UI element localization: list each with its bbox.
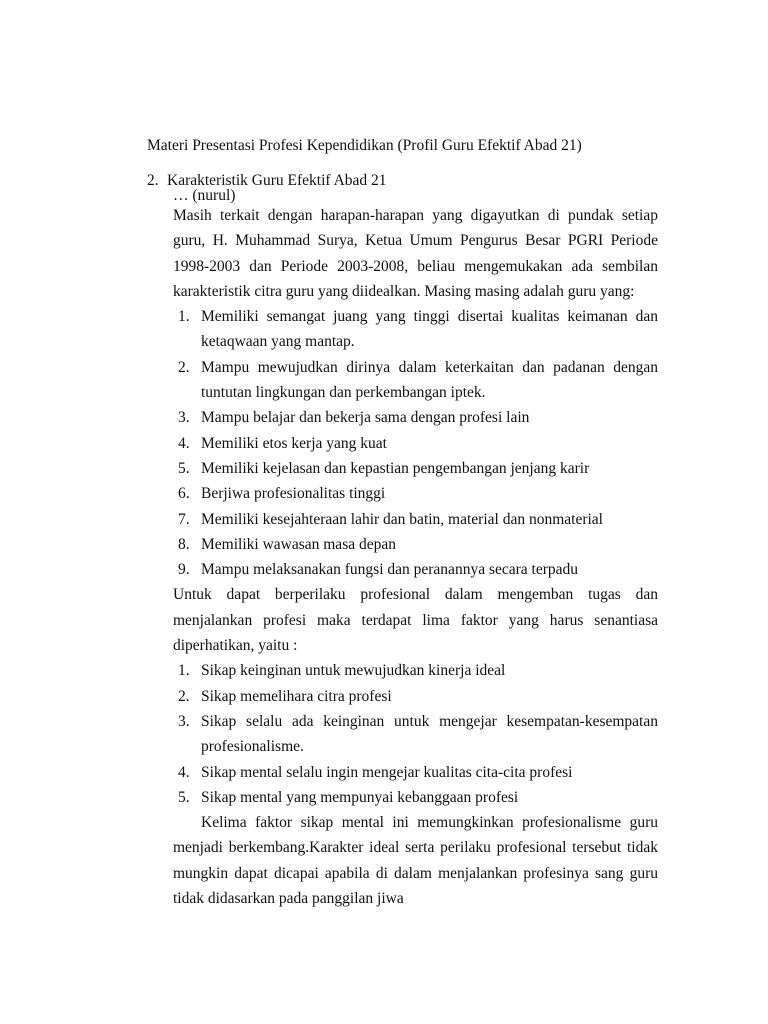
list-item-text: Memiliki wawasan masa depan: [201, 535, 396, 553]
list-item-text: Mampu belajar dan bekerja sama dengan profesi lain: [201, 409, 530, 427]
list-item-text: Sikap selalu ada keinginan untuk mengejar kesempatan-kesempatan profesionalisme.: [201, 712, 658, 756]
list-item-number: 2.: [178, 687, 190, 705]
list-item: [173, 532, 658, 557]
list-item-number: 8.: [178, 535, 190, 553]
list-item: [173, 304, 658, 355]
intro-paragraph: Masih terkait dengan harapan-harapan yang digayutkan di pundak setiap guru, H. Muhammad Surya, Ketua Umum Pengurus Besar PGRI Periode 1998-2003 dan Periode 2003-2008, beliau mengemukakan ada sembilan karakteristik citra guru yang diidealkan. Masing masing adalah guru yang:: [173, 207, 658, 300]
section-number: 2.: [147, 172, 159, 189]
list-item: [173, 507, 658, 532]
document-title: Materi Presentasi Profesi Kependidikan (Profil Guru Efektif Abad 21): [147, 137, 582, 154]
list-item: [173, 658, 658, 683]
list-item-number: 1.: [178, 308, 190, 326]
list-item: [173, 760, 658, 785]
list-item-number: 4.: [178, 763, 190, 781]
list-item-number: 7.: [178, 510, 190, 528]
list-item-text: Sikap memelihara citra profesi: [201, 687, 392, 705]
list-item-number: 3.: [178, 712, 190, 730]
characteristics-list: [173, 304, 658, 582]
list-item-text: Sikap keinginan untuk mewujudkan kinerja ideal: [201, 662, 506, 680]
list-item-text: Memiliki kesejahteraan lahir dan batin, material dan nonmaterial: [201, 510, 603, 528]
list-item-text: Memiliki kejelasan dan kepastian pengembangan jenjang karir: [201, 459, 590, 477]
list-item: [173, 684, 658, 709]
list-item-number: 1.: [178, 662, 190, 680]
body-text: [173, 203, 658, 911]
list-item-text: Memiliki semangat juang yang tinggi disertai kualitas keimanan dan ketaqwaan yang mantap.: [201, 308, 658, 351]
list-item: [173, 557, 658, 582]
list-item-text: Mampu melaksanakan fungsi dan peranannya secara terpadu: [201, 561, 579, 579]
list-item-number: 5.: [178, 788, 190, 806]
list-item-text: Sikap mental yang mempunyai kebanggaan profesi: [201, 788, 519, 806]
list-item-number: 4.: [178, 434, 190, 452]
list-item-text: Berjiwa profesionalitas tinggi: [201, 485, 386, 503]
list-item-number: 3.: [178, 409, 190, 427]
list-item-number: 2.: [178, 358, 190, 376]
section-title: Karakteristik Guru Efektif Abad 21: [167, 172, 387, 189]
factors-list: [173, 658, 658, 810]
factors-intro-paragraph: Untuk dapat berperilaku profesional dalam mengemban tugas dan menjalankan profesi maka terdapat lima faktor yang harus senantiasa diperhatikan, yaitu :: [173, 586, 658, 655]
list-item-number: 9.: [178, 561, 190, 579]
list-item: [173, 481, 658, 506]
author-note: … (nurul): [173, 187, 236, 204]
closing-paragraph: Kelima faktor sikap mental ini memungkinkan profesionalisme guru menjadi berkembang.Karakter ideal serta perilaku profesional tersebut tidak mungkin dapat dicapai apabila di dalam menjalankan profesinya sang guru tidak didasarkan pada panggilan jiwa: [173, 814, 658, 908]
list-item-text: Mampu mewujudkan dirinya dalam keterkaitan dan padanan dengan tuntutan lingkungan dan perkembangan iptek.: [201, 358, 658, 402]
list-item: [173, 405, 658, 430]
list-item-number: 6.: [178, 485, 190, 503]
list-item: [173, 709, 658, 760]
list-item: [173, 431, 658, 456]
list-item: [173, 785, 658, 810]
list-item: [173, 456, 658, 481]
list-item: [173, 355, 658, 406]
list-item-text: Memiliki etos kerja yang kuat: [201, 434, 387, 452]
list-item-text: Sikap mental selalu ingin mengejar kualitas cita-cita profesi: [201, 763, 573, 781]
list-item-number: 5.: [178, 459, 190, 477]
